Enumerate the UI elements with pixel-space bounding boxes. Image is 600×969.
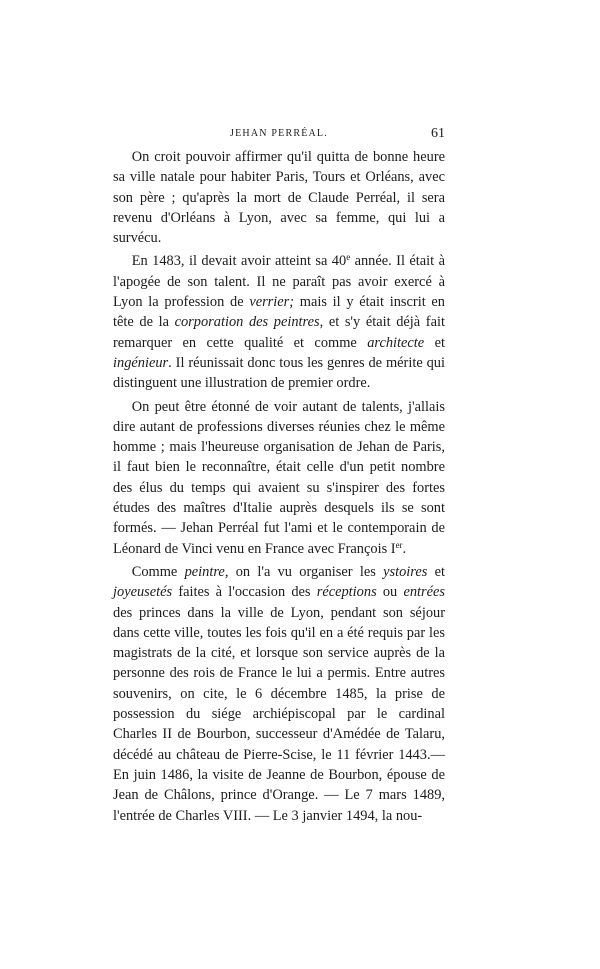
page-number: 61 [431, 126, 445, 141]
page-header [113, 126, 445, 146]
italic-term: corporation des peintres [174, 314, 320, 331]
text-run: et [424, 334, 445, 351]
text-run: et [427, 563, 446, 580]
superscript: er [395, 539, 403, 550]
italic-term: ystoires [383, 563, 428, 580]
text-run: , on l'a vu organiser les [224, 563, 384, 580]
superscript: e [346, 252, 351, 263]
page-body [113, 147, 445, 829]
text-run: des princes dans la ville de Lyon, pendant son séjour dans cette ville, toutes les fois qu'il en a été requis par les magistrats de la cité, et lorsque son service auprès de la personne des rois de France le lui a permis. Entre autres souvenirs, on cite, le 6 décembre 1485, la prise de possession du siége archiépiscopal par le cardinal Charles II de Bourbon, successeur d'Amédée de Talaru, décédé au château de Pierre-Scise, le 11 février 1443.— En juin 1486, la visite de Jeanne de Bourbon, épouse de Jean de Châlons, prince d'Orange. — Le 7 mars 1489, l'entrée de Charles VIII. — Le 3 janvier 1494, la nou- [113, 604, 445, 824]
italic-term: joyeusetés [113, 584, 173, 601]
text-run: . Il réunissait donc tous les genres de mérite qui distinguent une illustration de premier ordre. [113, 354, 445, 392]
text-run: Comme [131, 563, 185, 580]
paragraph-3 [113, 397, 445, 559]
paragraph-2 [113, 251, 445, 393]
italic-term: architecte [367, 334, 425, 351]
text-run: ou [376, 584, 404, 601]
text-run: année. Il était à l'apogée de son talent. Il ne paraît pas avoir exercé à Lyon la profession de [113, 253, 445, 311]
italic-term: verrier; [249, 294, 295, 311]
italic-term: ingénieur [113, 354, 169, 371]
text-run: faites à l'occasion des [172, 584, 317, 601]
paragraph-4 [113, 562, 445, 826]
text-run: . [402, 540, 407, 557]
paragraph-1: On croit pouvoir affirmer qu'il quitta de bonne heure sa ville natale pour habiter Paris, Tours et Orléans, avec son père ; qu'après la mort de Claude Perréal, il sera revenu d'Orléans à Lyon, avec sa femme, qui lui a survécu. [113, 149, 445, 247]
text-run: mais il y était inscrit en tête de la [113, 294, 445, 331]
italic-term: peintre [184, 563, 225, 580]
running-head: JEHAN PERRÉAL. [230, 128, 328, 139]
italic-term: entrées [403, 584, 445, 601]
text-run: , et s'y était déjà fait remarquer en cette qualité et comme [113, 314, 445, 351]
text-run: En 1483, il devait avoir atteint sa 40 [131, 253, 347, 270]
italic-term: réceptions [316, 584, 377, 601]
text-run: On peut être étonné de voir autant de talents, j'allais dire autant de professions diverses réunies chez le même homme ; mais l'heureuse organisation de Jehan de Paris, il faut bien le reconnaître, était celle d'un petit nombre des élus du temps qui avaient su s'inspirer des fortes études des maîtres d'Italie auprès desquels ils se sont formés. — Jehan Perréal fut l'ami et le contemporain de Léonard de Vinci venu en France avec François I [113, 398, 445, 557]
